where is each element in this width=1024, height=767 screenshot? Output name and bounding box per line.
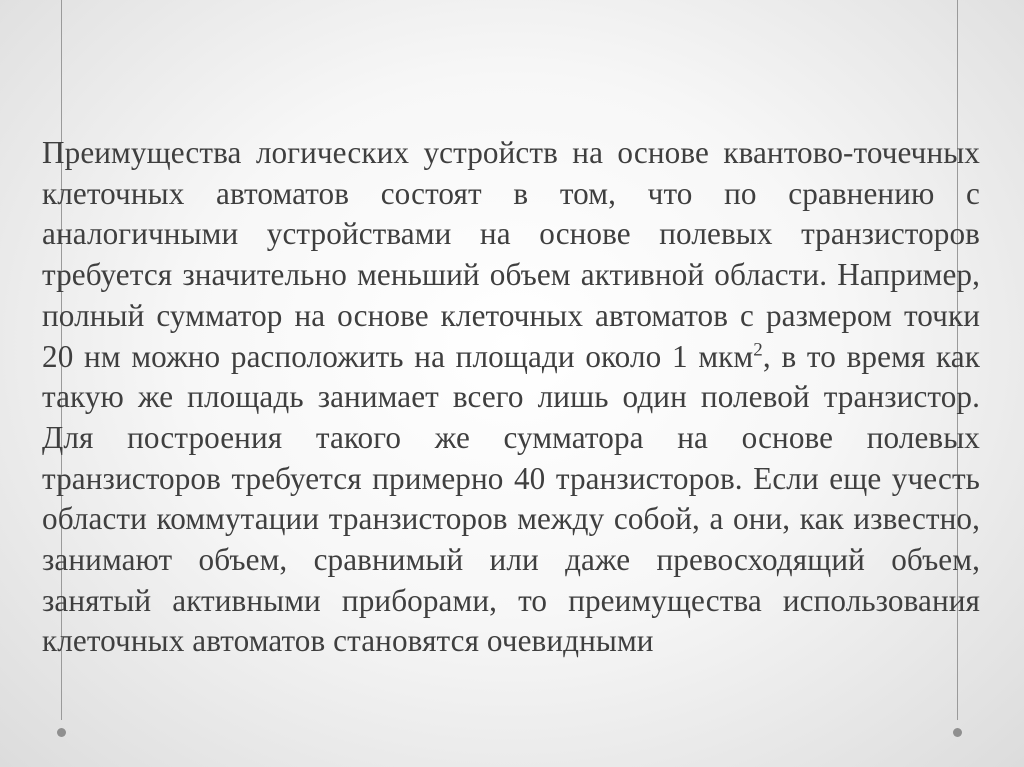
paragraph-part-2: , в то время как такую же площадь занимает всего лишь один полевой транзистор. Для построения такого же сумматора на основе полевых транзисторов требуется примерно 40 транзисторов. Если еще учесть области коммутации транзисторов между собой, а они, как известно, занимают объем, сравнимый или даже превосходящий объем, занятый активными приборами, то преимущества использования клеточных автоматов становятся очевидными bbox=[42, 338, 980, 659]
left-decor-dot bbox=[57, 728, 66, 737]
paragraph-part-1: Преимущества логических устройств на основе квантово-точечных клеточных автоматов состоят в том, что по сравнению с аналогичными устройствами на основе полевых транзисторов требуется значительно меньший объем активной области. Например, полный сумматор на основе клеточных автоматов с размером точки 20 нм можно расположить на площади около 1 мкм bbox=[42, 135, 980, 374]
right-decor-dot bbox=[953, 728, 962, 737]
superscript-2: 2 bbox=[753, 339, 763, 361]
body-paragraph bbox=[42, 133, 980, 662]
